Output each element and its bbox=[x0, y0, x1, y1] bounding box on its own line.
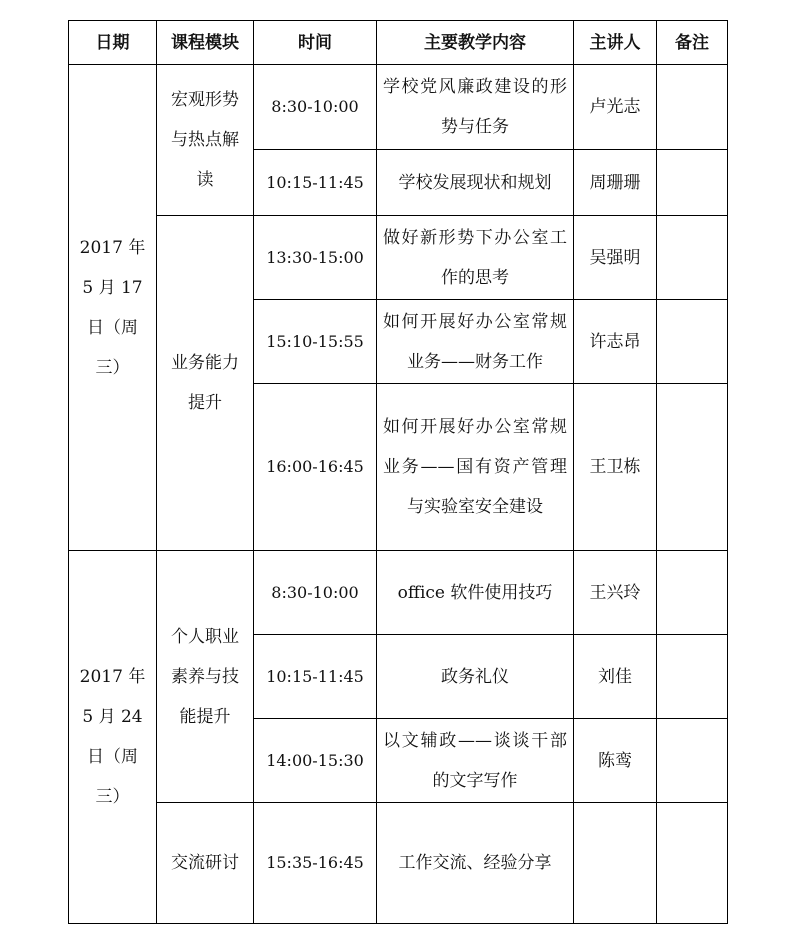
time-cell: 13:30-15:00 bbox=[254, 216, 377, 300]
speaker-cell: 陈鸾 bbox=[574, 719, 657, 803]
header-date: 日期 bbox=[69, 21, 157, 65]
header-note: 备注 bbox=[657, 21, 728, 65]
time-cell: 16:00-16:45 bbox=[254, 384, 377, 551]
table-row bbox=[69, 65, 728, 150]
content-cell: 做好新形势下办公室工作的思考 bbox=[377, 216, 574, 300]
speaker-cell: 刘佳 bbox=[574, 635, 657, 719]
content-cell: 政务礼仪 bbox=[377, 635, 574, 719]
header-row bbox=[69, 21, 728, 65]
speaker-cell: 许志昂 bbox=[574, 300, 657, 384]
time-cell: 10:15-11:45 bbox=[254, 150, 377, 216]
module-cell: 宏观形势与热点解读 bbox=[157, 65, 254, 216]
time-cell: 10:15-11:45 bbox=[254, 635, 377, 719]
course-schedule-table bbox=[68, 20, 728, 924]
note-cell bbox=[657, 719, 728, 803]
table-row bbox=[69, 551, 728, 635]
header-module: 课程模块 bbox=[157, 21, 254, 65]
speaker-cell: 卢光志 bbox=[574, 65, 657, 150]
note-cell bbox=[657, 803, 728, 924]
speaker-cell: 王卫栋 bbox=[574, 384, 657, 551]
content-cell: 以文辅政——谈谈干部的文字写作 bbox=[377, 719, 574, 803]
header-time: 时间 bbox=[254, 21, 377, 65]
note-cell bbox=[657, 65, 728, 150]
content-cell: 如何开展好办公室常规业务——财务工作 bbox=[377, 300, 574, 384]
speaker-cell: 王兴玲 bbox=[574, 551, 657, 635]
speaker-cell: 吴强明 bbox=[574, 216, 657, 300]
note-cell bbox=[657, 216, 728, 300]
content-cell: office 软件使用技巧 bbox=[377, 551, 574, 635]
header-speaker: 主讲人 bbox=[574, 21, 657, 65]
module-cell: 交流研讨 bbox=[157, 803, 254, 924]
speaker-cell: 周珊珊 bbox=[574, 150, 657, 216]
note-cell bbox=[657, 150, 728, 216]
note-cell bbox=[657, 551, 728, 635]
note-cell bbox=[657, 384, 728, 551]
time-cell: 15:10-15:55 bbox=[254, 300, 377, 384]
speaker-cell bbox=[574, 803, 657, 924]
time-cell: 8:30-10:00 bbox=[254, 551, 377, 635]
date-cell: 2017 年 5 月 17 日（周三） bbox=[69, 65, 157, 551]
note-cell bbox=[657, 635, 728, 719]
content-cell: 如何开展好办公室常规业务——国有资产管理与实验室安全建设 bbox=[377, 384, 574, 551]
content-cell: 工作交流、经验分享 bbox=[377, 803, 574, 924]
module-cell: 业务能力提升 bbox=[157, 216, 254, 551]
time-cell: 8:30-10:00 bbox=[254, 65, 377, 150]
time-cell: 15:35-16:45 bbox=[254, 803, 377, 924]
note-cell bbox=[657, 300, 728, 384]
date-cell: 2017 年 5 月 24 日（周三） bbox=[69, 551, 157, 924]
header-content: 主要教学内容 bbox=[377, 21, 574, 65]
module-cell: 个人职业素养与技能提升 bbox=[157, 551, 254, 803]
content-cell: 学校发展现状和规划 bbox=[377, 150, 574, 216]
content-cell: 学校党风廉政建设的形势与任务 bbox=[377, 65, 574, 150]
time-cell: 14:00-15:30 bbox=[254, 719, 377, 803]
table-row bbox=[69, 216, 728, 300]
table-row bbox=[69, 803, 728, 924]
